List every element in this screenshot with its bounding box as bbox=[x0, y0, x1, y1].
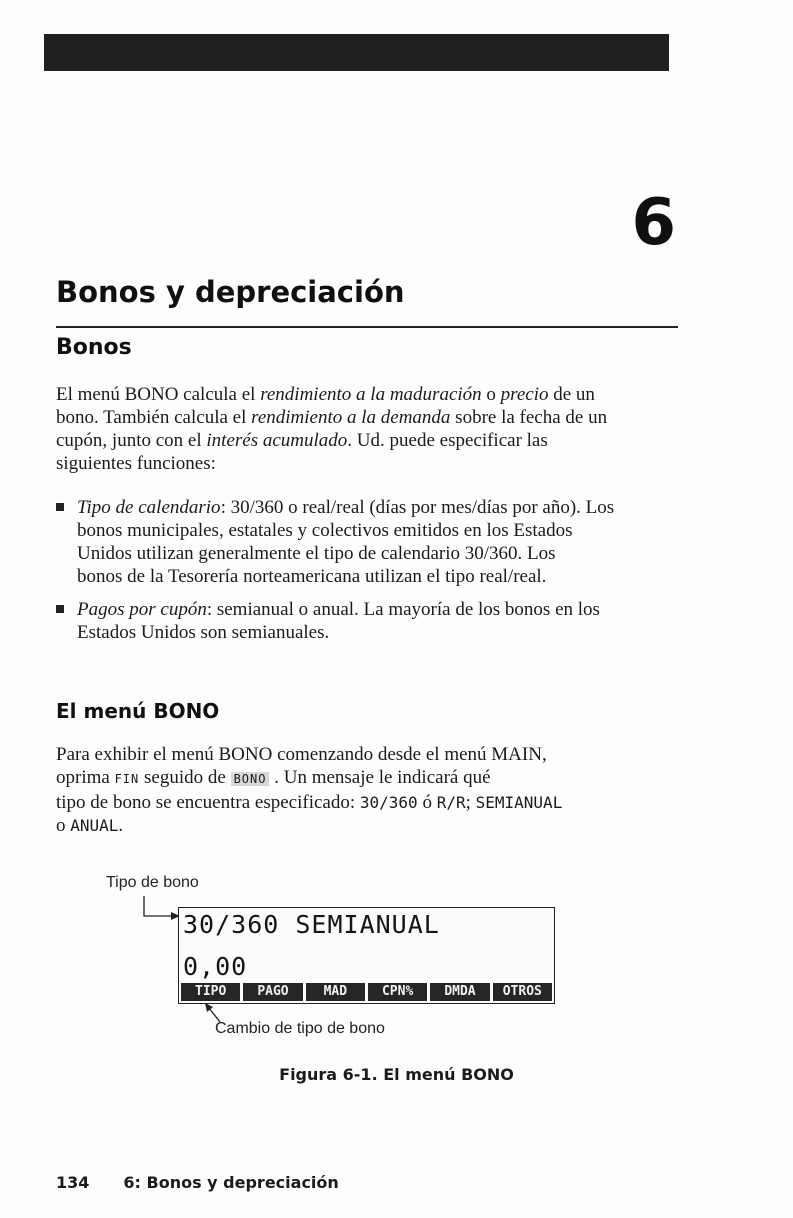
menu-line-2 bbox=[56, 766, 678, 791]
text-line: siguientes funciones: bbox=[56, 453, 216, 474]
figure-label-bottom: Cambio de tipo de bono bbox=[215, 1020, 385, 1037]
text-line: bono. También calcula el rendimiento a la demanda sobre la fecha de un bbox=[56, 407, 608, 428]
text: o bbox=[56, 815, 71, 836]
softkey-cpn[interactable]: CPN% bbox=[368, 983, 427, 1001]
bullet-text bbox=[77, 598, 682, 644]
lcd-line-2: 0,00 bbox=[183, 952, 248, 981]
menu-paragraph bbox=[56, 743, 678, 837]
text: . bbox=[118, 815, 124, 836]
code-anual: ANUAL bbox=[70, 816, 119, 835]
title-rule bbox=[56, 326, 678, 328]
lcd-line-1: 30/360 SEMIANUAL bbox=[183, 910, 440, 939]
bullet-square-icon bbox=[56, 503, 64, 511]
bullet-calendar bbox=[56, 496, 678, 588]
running-title: 6: Bonos y depreciación bbox=[123, 1173, 339, 1192]
bullet-text bbox=[77, 496, 682, 588]
callout-arrow-top bbox=[140, 894, 182, 928]
menu-line-1: Para exhibir el menú BONO comenzando desde el menú MAIN, bbox=[56, 744, 547, 765]
intro-paragraph bbox=[56, 383, 678, 475]
emphasis: precio bbox=[500, 384, 549, 405]
figure-label-top: Tipo de bono bbox=[106, 874, 199, 891]
code-30-360: 30/360 bbox=[359, 793, 418, 812]
menu-line-3 bbox=[56, 791, 678, 814]
chapter-header-bar bbox=[44, 34, 669, 71]
emphasis: interés acumulado bbox=[206, 430, 348, 451]
text: . Un mensaje le indicará qué bbox=[269, 767, 491, 788]
text-line: Tipo de calendario: 30/360 o real/real (días por mes/días por año). Los bbox=[77, 497, 615, 518]
text-line: El menú BONO calcula el rendimiento a la maduración o precio de un bbox=[56, 384, 595, 405]
calculator-display bbox=[178, 907, 555, 1004]
softkey-dmda[interactable]: DMDA bbox=[430, 983, 489, 1001]
text-line: Pagos por cupón: semianual o anual. La mayoría de los bonos en los bbox=[77, 599, 600, 620]
subsection-heading: El menú BONO bbox=[56, 699, 220, 723]
text: ó bbox=[417, 792, 437, 813]
chapter-title: Bonos y depreciación bbox=[56, 275, 405, 309]
text: seguido de bbox=[139, 767, 231, 788]
menu-line-4 bbox=[56, 814, 678, 837]
page-footer bbox=[56, 1173, 339, 1192]
text-line: bonos municipales, estatales y colectivos emitidos en los Estados bbox=[77, 520, 573, 541]
bullet-payments bbox=[56, 598, 678, 644]
text: ; bbox=[465, 792, 476, 813]
softkey-mad[interactable]: MAD bbox=[306, 983, 365, 1001]
softkey-otros[interactable]: OTROS bbox=[493, 983, 552, 1001]
text: oprima bbox=[56, 767, 115, 788]
text-line: Unidos utilizan generalmente el tipo de calendario 30/360. Los bbox=[77, 543, 556, 564]
figure-caption: Figura 6-1. El menú BONO bbox=[279, 1065, 514, 1084]
emphasis: Tipo de calendario bbox=[77, 497, 221, 518]
text: tipo de bono se encuentra especificado: bbox=[56, 792, 360, 813]
chapter-number: 6 bbox=[631, 186, 676, 260]
code-rr: R/R bbox=[436, 793, 466, 812]
page-number: 134 bbox=[56, 1173, 90, 1192]
key-bono: BONO bbox=[231, 772, 270, 786]
text-line: cupón, junto con el interés acumulado. Ud. puede especificar las bbox=[56, 430, 548, 451]
text-line: Estados Unidos son semianuales. bbox=[77, 622, 330, 643]
softkey-pago[interactable]: PAGO bbox=[243, 983, 302, 1001]
section-heading: Bonos bbox=[56, 335, 132, 360]
bullet-square-icon bbox=[56, 605, 64, 613]
code-semianual: SEMIANUAL bbox=[475, 793, 563, 812]
emphasis: rendimiento a la demanda bbox=[251, 407, 451, 428]
emphasis: rendimiento a la maduración bbox=[260, 384, 482, 405]
softkey-tipo[interactable]: TIPO bbox=[181, 983, 240, 1001]
softkey-row bbox=[181, 983, 552, 1001]
text-line: bonos de la Tesorería norteamericana utilizan el tipo real/real. bbox=[77, 566, 547, 587]
emphasis: Pagos por cupón bbox=[77, 599, 207, 620]
key-fin: FIN bbox=[114, 772, 140, 786]
